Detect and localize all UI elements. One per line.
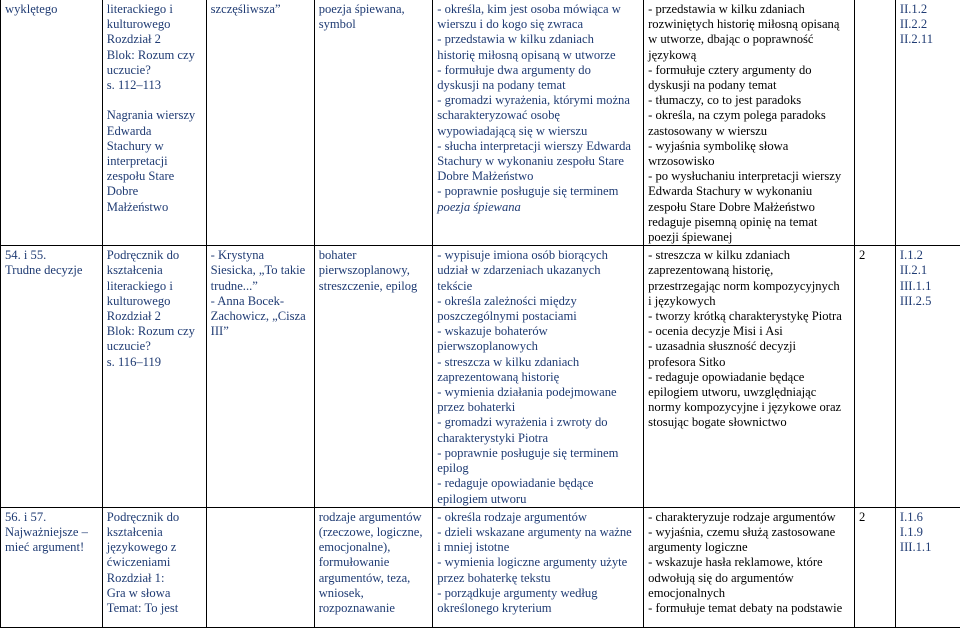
- text-line: - określa, na czym polega paradoks: [648, 108, 850, 123]
- text-line: interpretacji: [107, 154, 202, 169]
- source-cell: [102, 507, 206, 627]
- curriculum-codes-cell: [895, 246, 960, 507]
- text-line: językową: [648, 48, 850, 63]
- text-line: [107, 93, 202, 108]
- text-line: szczęśliwsza”: [211, 2, 310, 17]
- curriculum-codes-cell: [895, 0, 960, 246]
- text-line: kształcenia: [107, 263, 202, 278]
- text-line: I.1.2: [900, 248, 956, 263]
- text-line: - przedstawia w kilku zdaniach: [648, 2, 850, 17]
- text-line: (rzeczowe, logiczne,: [319, 525, 429, 540]
- text-line: III.2.5: [900, 294, 956, 309]
- text-line: zespołu Stare: [107, 169, 202, 184]
- text-line: I.1.9: [900, 525, 956, 540]
- text-line: i mniej istotne: [437, 540, 639, 555]
- text-line: przestrzegając norm kompozycyjnych: [648, 279, 850, 294]
- text-line: Najważniejsze –: [5, 525, 98, 540]
- text-line: wierszu i do kogo się zwraca: [437, 17, 639, 32]
- table-row: [1, 246, 960, 507]
- basic-requirements-cell: [433, 507, 644, 627]
- text-line: - uzasadnia słuszność decyzji: [648, 339, 850, 354]
- text-line: Rozdział 2: [107, 32, 202, 47]
- text-line: i językowych: [648, 294, 850, 309]
- text-line: - określa, kim jest osoba mówiąca w: [437, 2, 639, 17]
- text-line: II.1.2: [900, 2, 956, 17]
- text-line: trudne...”: [211, 279, 310, 294]
- text-line: I.1.6: [900, 510, 956, 525]
- text-line: kulturowego: [107, 294, 202, 309]
- text-line: przez bohaterkę tekstu: [437, 571, 639, 586]
- text-line: - wskazuje bohaterów: [437, 324, 639, 339]
- texts-cell: [206, 246, 314, 507]
- text-line: odwołują się do argumentów: [648, 571, 850, 586]
- text-line: III.1.1: [900, 540, 956, 555]
- curriculum-codes-cell: [895, 507, 960, 627]
- text-line: - dzieli wskazane argumenty na ważne: [437, 525, 639, 540]
- text-line: - wyjaśnia, czemu służą zastosowane: [648, 525, 850, 540]
- text-line: Edwarda Stachury w wykonaniu: [648, 184, 850, 199]
- lesson-cell: [1, 246, 103, 507]
- curriculum-table-body: [1, 0, 960, 627]
- text-line: - Anna Bocek-: [211, 294, 310, 309]
- text-line: Dobre: [107, 184, 202, 199]
- text-line: uczucie?: [107, 339, 202, 354]
- text-line: - porządkuje argumenty według: [437, 586, 639, 601]
- text-line: - redaguje opowiadanie będące: [437, 476, 639, 491]
- hours-cell: [854, 507, 895, 627]
- text-line: - streszcza w kilku zdaniach: [648, 248, 850, 263]
- text-line: literackiego i: [107, 279, 202, 294]
- table-row: [1, 507, 960, 627]
- source-cell: [102, 246, 206, 507]
- text-line: Trudne decyzje: [5, 263, 98, 278]
- text-line: scharakteryzować osobę: [437, 108, 639, 123]
- text-line: - poprawnie posługuje się terminem: [437, 184, 639, 199]
- text-line: - charakteryzuje rodzaje argumentów: [648, 510, 850, 525]
- text-line: 54. i 55.: [5, 248, 98, 263]
- text-line: ćwiczeniami: [107, 555, 202, 570]
- table-row: [1, 0, 960, 246]
- text-line: pierwszoplanowych: [437, 339, 639, 354]
- text-line: pierwszoplanowy,: [319, 263, 429, 278]
- text-line: - formułuje cztery argumenty do: [648, 63, 850, 78]
- text-line: - streszcza w kilku zdaniach: [437, 355, 639, 370]
- text-line: - redaguje opowiadanie będące: [648, 370, 850, 385]
- text-line: wrzosowisko: [648, 154, 850, 169]
- text-line: tekście: [437, 279, 639, 294]
- text-line: zaprezentowaną historię: [437, 370, 639, 385]
- text-line: normy kompozycyjne i językowe oraz: [648, 400, 850, 415]
- text-line: - wskazuje hasła reklamowe, które: [648, 555, 850, 570]
- text-line: emocjonalne),: [319, 540, 429, 555]
- text-line: mieć argument!: [5, 540, 98, 555]
- text-line: językowego z: [107, 540, 202, 555]
- text-line: s. 112–113: [107, 78, 202, 93]
- text-line: wniosek,: [319, 586, 429, 601]
- basic-requirements-cell: [433, 246, 644, 507]
- hours-value: 2: [859, 248, 891, 263]
- text-line: Blok: Rozum czy: [107, 48, 202, 63]
- text-line: formułowanie: [319, 555, 429, 570]
- text-line: - wymienia logiczne argumenty użyte: [437, 555, 639, 570]
- text-line: - formułuje temat debaty na podstawie: [648, 601, 850, 616]
- source-cell: [102, 0, 206, 246]
- terms-cell: [314, 0, 433, 246]
- text-line: Zachowicz, „Cisza: [211, 309, 310, 324]
- text-line: dyskusji na podany temat: [437, 78, 639, 93]
- text-line: zastosowany w wierszu: [648, 124, 850, 139]
- text-line: rozpoznawanie: [319, 601, 429, 616]
- extended-requirements-cell: [644, 507, 855, 627]
- text-line: streszczenie, epilog: [319, 279, 429, 294]
- text-line: - gromadzi wyrażenia, którymi można: [437, 93, 639, 108]
- text-line: argumenty logiczne: [648, 540, 850, 555]
- text-line: Podręcznik do: [107, 510, 202, 525]
- text-line: Dobre Małżeństwo: [437, 169, 639, 184]
- text-line: - przedstawia w kilku zdaniach: [437, 32, 639, 47]
- text-line: Nagrania wierszy: [107, 108, 202, 123]
- text-line: symbol: [319, 17, 429, 32]
- text-line: rodzaje argumentów: [319, 510, 429, 525]
- text-line: Siesicka, „To takie: [211, 263, 310, 278]
- text-line: 56. i 57.: [5, 510, 98, 525]
- text-line: - określa rodzaje argumentów: [437, 510, 639, 525]
- text-line: II.2.11: [900, 32, 956, 47]
- text-line: II.2.1: [900, 263, 956, 278]
- text-line: Stachury w: [107, 139, 202, 154]
- text-line: kształcenia: [107, 525, 202, 540]
- text-line: charakterystyki Piotra: [437, 431, 639, 446]
- text-line: - po wysłuchaniu interpretacji wierszy: [648, 169, 850, 184]
- text-line: III.1.1: [900, 279, 956, 294]
- text-line: Blok: Rozum czy: [107, 324, 202, 339]
- text-line: udział w zdarzeniach ukazanych: [437, 263, 639, 278]
- text-line: epilogiem utworu, uwzględniając: [648, 385, 850, 400]
- hours-cell: [854, 0, 895, 246]
- text-line: - określa zależności między: [437, 294, 639, 309]
- text-line: określonego kryterium: [437, 601, 639, 616]
- text-line: poezja śpiewana,: [319, 2, 429, 17]
- text-line: zaprezentowaną historię,: [648, 263, 850, 278]
- text-line: - Krystyna: [211, 248, 310, 263]
- basic-requirements-cell: [433, 0, 644, 246]
- lesson-cell: [1, 507, 103, 627]
- text-line: Gra w słowa: [107, 586, 202, 601]
- text-line: Rozdział 2: [107, 309, 202, 324]
- terms-cell: [314, 246, 433, 507]
- text-line: stosując bogate słownictwo: [648, 415, 850, 430]
- text-line: - ocenia decyzje Misi i Asi: [648, 324, 850, 339]
- texts-cell: [206, 507, 314, 627]
- term-italic: poezja śpiewana: [437, 200, 639, 215]
- terms-cell: [314, 507, 433, 627]
- text-line: bohater: [319, 248, 429, 263]
- text-line: zespołu Stare Dobre Małżeństwo: [648, 200, 850, 215]
- text-line: epilog: [437, 461, 639, 476]
- text-line: rozwiniętych historię miłosną opisaną: [648, 17, 850, 32]
- text-line: - wymienia działania podejmowane: [437, 385, 639, 400]
- text-line: - poprawnie posługuje się terminem: [437, 446, 639, 461]
- text-line: - formułuje dwa argumenty do: [437, 63, 639, 78]
- text-line: Edwarda: [107, 124, 202, 139]
- text-line: przez bohaterki: [437, 400, 639, 415]
- text-line: - gromadzi wyrażenia i zwroty do: [437, 415, 639, 430]
- text-line: - wyjaśnia symbolikę słowa: [648, 139, 850, 154]
- text-line: poszczególnymi postaciami: [437, 309, 639, 324]
- text-line: redaguje pisemną opinię na temat: [648, 215, 850, 230]
- extended-requirements-cell: [644, 0, 855, 246]
- hours-cell: [854, 246, 895, 507]
- text-line: III”: [211, 324, 310, 339]
- text-line: - tworzy krótką charakterystykę Piotra: [648, 309, 850, 324]
- text-line: epilogiem utworu: [437, 492, 639, 507]
- text-line: Stachury w wykonaniu zespołu Stare: [437, 154, 639, 169]
- text-line: profesora Sitko: [648, 355, 850, 370]
- text-line: poezji śpiewanej: [648, 230, 850, 245]
- text-line: argumentów, teza,: [319, 571, 429, 586]
- text-line: - tłumaczy, co to jest paradoks: [648, 93, 850, 108]
- texts-cell: [206, 0, 314, 246]
- text-line: Temat: To jest: [107, 601, 202, 616]
- text-line: historię miłosną opisaną w utworze: [437, 48, 639, 63]
- hours-value: 2: [859, 510, 891, 525]
- text-line: Podręcznik do: [107, 248, 202, 263]
- extended-requirements-cell: [644, 246, 855, 507]
- text-line: dyskusji na podany temat: [648, 78, 850, 93]
- text-line: Małżeństwo: [107, 200, 202, 215]
- text-line: s. 116–119: [107, 355, 202, 370]
- text-line: w utworze, dbając o poprawność: [648, 32, 850, 47]
- text-line: - wypisuje imiona osób biorących: [437, 248, 639, 263]
- lesson-cell: [1, 0, 103, 246]
- text-line: kulturowego: [107, 17, 202, 32]
- text-line: Rozdział 1:: [107, 571, 202, 586]
- text-line: II.2.2: [900, 17, 956, 32]
- text-line: wyklętego: [5, 2, 98, 17]
- text-line: uczucie?: [107, 63, 202, 78]
- text-line: - słucha interpretacji wierszy Edwarda: [437, 139, 639, 154]
- text-line: wypowiadającą się w wierszu: [437, 124, 639, 139]
- text-line: emocjonalnych: [648, 586, 850, 601]
- text-line: literackiego i: [107, 2, 202, 17]
